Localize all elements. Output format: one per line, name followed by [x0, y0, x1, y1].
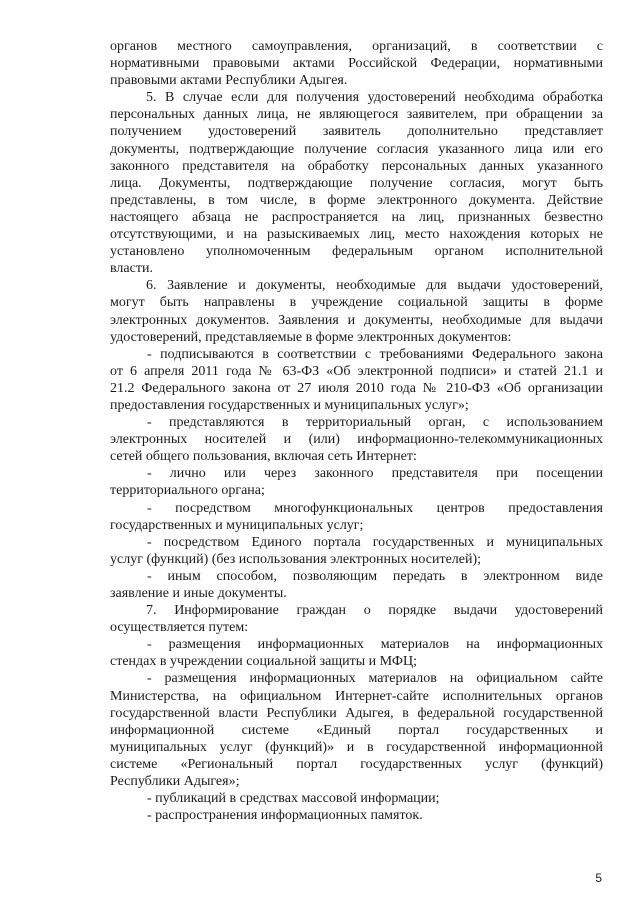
text-line: - посредством многофункциональных центров предоставления — [147, 500, 603, 516]
text-line: 5. В случае если для получения удостоверений необходима обработка — [146, 90, 603, 106]
text-line: предоставления государственных и муниципальных услуг»; — [110, 397, 469, 413]
text-line: - распространения информационных памяток. — [147, 808, 423, 824]
text-line: осуществляется путем: — [110, 620, 249, 636]
text-line: - представляются в территориальный орган, с использованием — [147, 415, 603, 431]
text-line: от 6 апреля 2011 года № 63-ФЗ «Об электронной подписи» и статей 21.1 и — [110, 363, 603, 379]
text-line: - посредством Единого портала государственных и муниципальных — [147, 534, 603, 550]
text-line: отсутствующими, и на разыскиваемых лиц, место нахождения которых не — [110, 227, 603, 243]
text-line: - размещения информационных материалов на официальном сайте — [147, 671, 603, 687]
text-line: персональных данных лица, не являющегося заявителем, при обращении за — [110, 107, 603, 123]
text-line: представлены, в том числе, в форме электронного документа. Действие — [110, 192, 603, 208]
text-line: законного представителя на обработку персональных данных указанного — [110, 158, 603, 174]
text-line: услуг (функций) (без использования электронных носителей); — [110, 551, 482, 567]
text-line: удостоверений, представляемые в форме электронных документов: — [110, 329, 512, 345]
text-line: получением удостоверений заявитель дополнительно представляет — [110, 124, 603, 140]
text-line: государственных и муниципальных услуг; — [110, 517, 364, 533]
text-line: настоящего абзаца не распространяется на лиц, признанных безвестно — [110, 209, 603, 225]
text-line: электронных документов. Заявления и документы, необходимые для выдачи — [110, 312, 603, 328]
text-line: Республики Адыгея»; — [110, 774, 240, 790]
text-line: Министерства, на официальном Интернет-сайте исполнительных органов — [110, 688, 603, 704]
text-line: системе «Региональный портал государственных услуг (функций) — [110, 756, 603, 772]
text-line: сетей общего пользования, включая сеть Интернет: — [110, 449, 417, 465]
text-line: государственной власти Республики Адыгея, в федеральной государственной — [110, 705, 603, 721]
text-line: информационной системе «Единый портал государственных и — [110, 722, 603, 738]
text-line: органов местного самоуправления, организаций, в соответствии с — [110, 39, 603, 54]
text-line: 7. Информирование граждан о порядке выдачи удостоверений — [146, 603, 603, 619]
text-line: могут быть направлены в учреждение социальной защиты в форме — [110, 295, 603, 311]
text-line: документы, подтверждающие получение согласия указанного лица или его — [110, 141, 603, 157]
document-body-text — [110, 38, 603, 824]
text-line: правовыми актами Республики Адыгея. — [110, 73, 348, 89]
text-line: - размещения информационных материалов на информационных — [147, 637, 603, 653]
text-line: власти. — [110, 261, 153, 277]
text-line: муниципальных услуг (функций)» и в государственной информационной — [110, 739, 603, 755]
text-line: - иным способом, позволяющим передать в электронном виде — [147, 568, 603, 584]
text-line: стендах в учреждении социальной защиты и МФЦ; — [110, 654, 417, 670]
text-line: установлено уполномоченным федеральным органом исполнительной — [110, 244, 603, 260]
text-line: заявление и иные документы. — [110, 586, 287, 601]
text-line: - публикаций в средствах массовой информации; — [147, 791, 440, 807]
text-line: - лично или через законного представителя при посещении — [147, 466, 603, 482]
text-line: нормативными правовыми актами Российской Федерации, нормативными — [110, 56, 603, 72]
text-line: 6. Заявление и документы, необходимые для выдачи удостоверений, — [146, 278, 603, 294]
text-line: электронных носителей и (или) информационно-телекоммуникационных — [110, 432, 603, 448]
text-line: 21.2 Федерального закона от 27 июля 2010 года № 210-ФЗ «Об организации — [110, 380, 603, 396]
text-line: лица. Документы, подтверждающие получение согласия, могут быть — [110, 175, 603, 191]
text-line: территориального органа; — [110, 483, 265, 499]
text-line: - подписываются в соответствии с требованиями Федерального закона — [147, 346, 603, 362]
page-number: 5 — [595, 871, 602, 885]
